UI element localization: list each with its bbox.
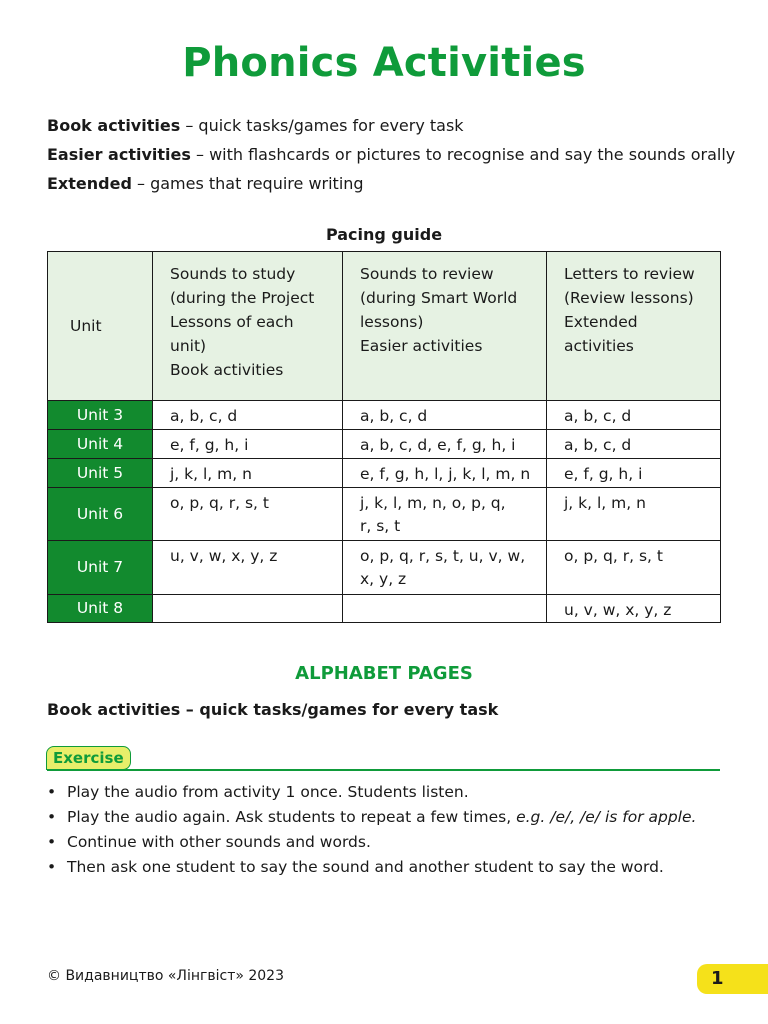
table-row	[48, 595, 721, 623]
study-cell	[153, 595, 343, 623]
table-row	[48, 488, 721, 541]
study-cell: a, b, c, d	[153, 401, 343, 430]
letters-cell: u, v, w, x, y, z	[547, 595, 721, 623]
intro-term: Book activities	[47, 116, 181, 135]
header-letters-to-review: Letters to review (Review lessons) Extended activities	[547, 252, 721, 401]
letters-cell: a, b, c, d	[547, 401, 721, 430]
review-cell: j, k, l, m, n, o, p, q, r, s, t	[343, 488, 547, 541]
letters-cell: o, p, q, r, s, t	[547, 541, 721, 595]
study-cell: u, v, w, x, y, z	[153, 541, 343, 595]
list-item: • Continue with other sounds and words.	[47, 830, 696, 855]
intro-desc: – quick tasks/games for every task	[180, 116, 464, 135]
unit-cell: Unit 3	[48, 401, 153, 430]
page-title: Phonics Activities	[182, 40, 586, 86]
alphabet-pages-heading: ALPHABET PAGES	[295, 663, 473, 684]
intro-term: Extended	[47, 174, 132, 193]
intro-definitions	[47, 114, 735, 201]
intro-row-extended	[47, 172, 735, 201]
page-number-tab: 1	[697, 964, 768, 994]
copyright-footer: © Видавництво «Лінгвіст» 2023	[47, 968, 284, 984]
exercise-badge: Exercise	[46, 746, 131, 770]
alphabet-subheading: Book activities – quick tasks/games for every task	[47, 700, 499, 719]
exercise-steps-list	[47, 780, 696, 880]
unit-cell: Unit 8	[48, 595, 153, 623]
table-row	[48, 430, 721, 459]
bullet-icon: •	[47, 858, 57, 876]
header-unit: Unit	[48, 252, 153, 401]
study-cell: j, k, l, m, n	[153, 459, 343, 488]
table-header-row	[48, 252, 721, 401]
unit-cell: Unit 6	[48, 488, 153, 541]
study-cell: o, p, q, r, s, t	[153, 488, 343, 541]
review-cell	[343, 595, 547, 623]
table-row	[48, 459, 721, 488]
unit-cell: Unit 5	[48, 459, 153, 488]
bullet-icon: •	[47, 808, 57, 826]
review-cell: a, b, c, d	[343, 401, 547, 430]
list-item: • Play the audio again. Ask students to repeat a few times, e.g. /e/, /e/ is for apple.	[47, 805, 696, 830]
pacing-guide-title: Pacing guide	[325, 225, 443, 244]
exercise-divider	[47, 769, 720, 771]
table-row	[48, 541, 721, 595]
bullet-icon: •	[47, 833, 57, 851]
table-row	[48, 401, 721, 430]
unit-cell: Unit 7	[48, 541, 153, 595]
review-cell: a, b, c, d, e, f, g, h, i	[343, 430, 547, 459]
bullet-icon: •	[47, 783, 57, 801]
letters-cell: j, k, l, m, n	[547, 488, 721, 541]
header-sounds-to-study: Sounds to study (during the Project Lessons of each unit) Book activities	[153, 252, 343, 401]
intro-desc: – games that require writing	[131, 174, 364, 193]
letters-cell: e, f, g, h, i	[547, 459, 721, 488]
list-item: • Play the audio from activity 1 once. Students listen.	[47, 780, 696, 805]
intro-desc: – with flashcards or pictures to recognise and say the sounds orally	[190, 145, 736, 164]
review-cell: e, f, g, h, l, j, k, l, m, n	[343, 459, 547, 488]
unit-cell: Unit 4	[48, 430, 153, 459]
list-item: • Then ask one student to say the sound and another student to say the word.	[47, 855, 696, 880]
intro-row-book	[47, 114, 735, 143]
pacing-guide-table	[47, 251, 721, 623]
study-cell: e, f, g, h, i	[153, 430, 343, 459]
header-sounds-to-review: Sounds to review (during Smart World lessons) Easier activities	[343, 252, 547, 401]
intro-row-easier	[47, 143, 735, 172]
intro-term: Easier activities	[47, 145, 191, 164]
letters-cell: a, b, c, d	[547, 430, 721, 459]
review-cell: o, p, q, r, s, t, u, v, w, x, y, z	[343, 541, 547, 595]
